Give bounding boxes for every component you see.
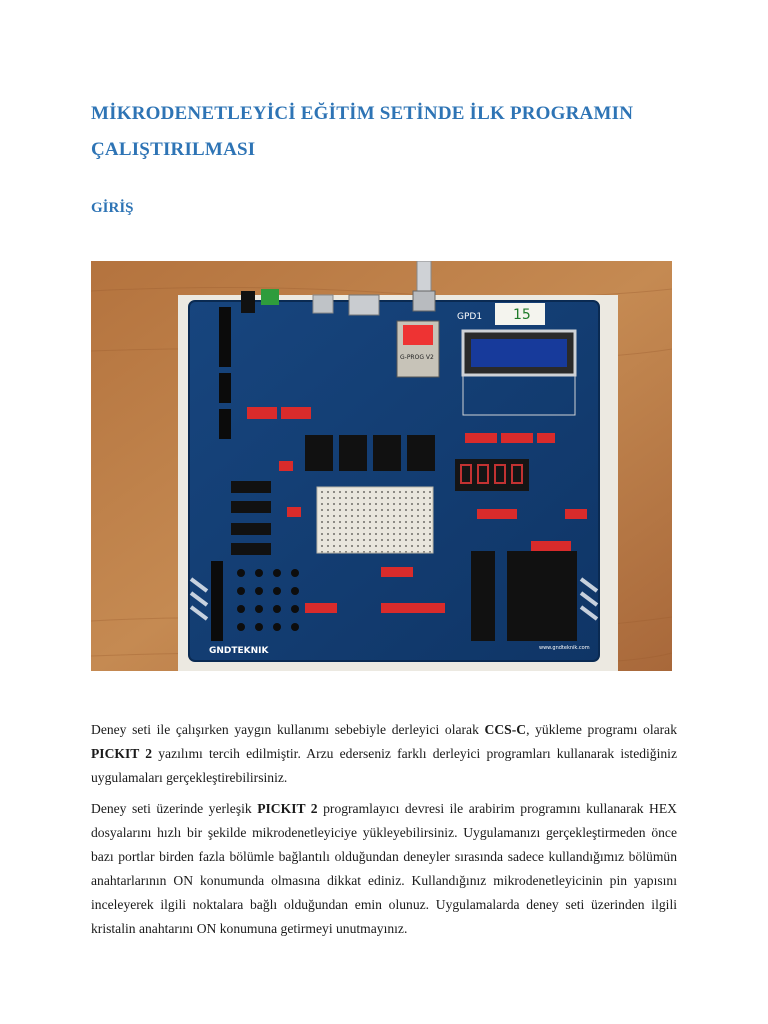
svg-text:GPD1: GPD1 bbox=[457, 312, 483, 322]
training-board-photo bbox=[91, 261, 672, 671]
paragraph-compiler-info bbox=[91, 718, 677, 790]
bold-term-pickit2: PICKIT 2 bbox=[257, 801, 318, 816]
bold-term-ccs-c: CCS-C bbox=[484, 722, 527, 737]
svg-text:G-PROG V2: G-PROG V2 bbox=[400, 354, 434, 361]
paragraph-text: programlayıcı devresi ile arabirim programını kullanarak HEX dosyalarını hızlı bir şekilde mikrodenetleyiciye yükleyebilirsiniz. Uygulamanızı gerçekleştirmeden önce bazı portlar birden fazla bölümle bağlantılı olduğundan deneyler sırasında sadece kullandığımız bölümün anahtarlarının ON konumunda olmasına dikkat ediniz. Kullandığınız mikrodenetleyicinin pin yapısını inceleyerek ilgili noktalara bağlı olduğundan emin olunuz. Uygulamalarda deney seti üzerinden ilgili kristalin anahtarını ON konumuna getirmeyi unutmayınız. bbox=[91, 801, 677, 936]
svg-text:www.gndteknik.com: www.gndteknik.com bbox=[539, 645, 590, 651]
paragraph-text: Deney seti üzerinde yerleşik bbox=[91, 801, 258, 816]
bold-term-pickit2: PICKIT 2 bbox=[91, 746, 153, 761]
section-heading: GİRİŞ bbox=[91, 200, 134, 216]
paragraph-text: yazılımı tercih edilmiştir. Arzu ederseniz farklı derleyici programları kullanarak istediğiniz uygulamaları gerçekleştirebilirsiniz. bbox=[91, 746, 677, 785]
svg-text:15: 15 bbox=[513, 307, 531, 323]
paragraph-text: , yükleme programı olarak bbox=[526, 722, 677, 737]
paragraph-text: Deney seti ile çalışırken yaygın kullanımı sebebiyle derleyici olarak bbox=[91, 722, 485, 737]
document-title: MİKRODENETLEYİCİ EĞİTİM SETİNDE İLK PROGRAMIN ÇALIŞTIRILMASI bbox=[91, 103, 634, 160]
paragraph-programmer-info bbox=[91, 797, 677, 941]
svg-text:GNDTEKNIK: GNDTEKNIK bbox=[209, 646, 269, 656]
